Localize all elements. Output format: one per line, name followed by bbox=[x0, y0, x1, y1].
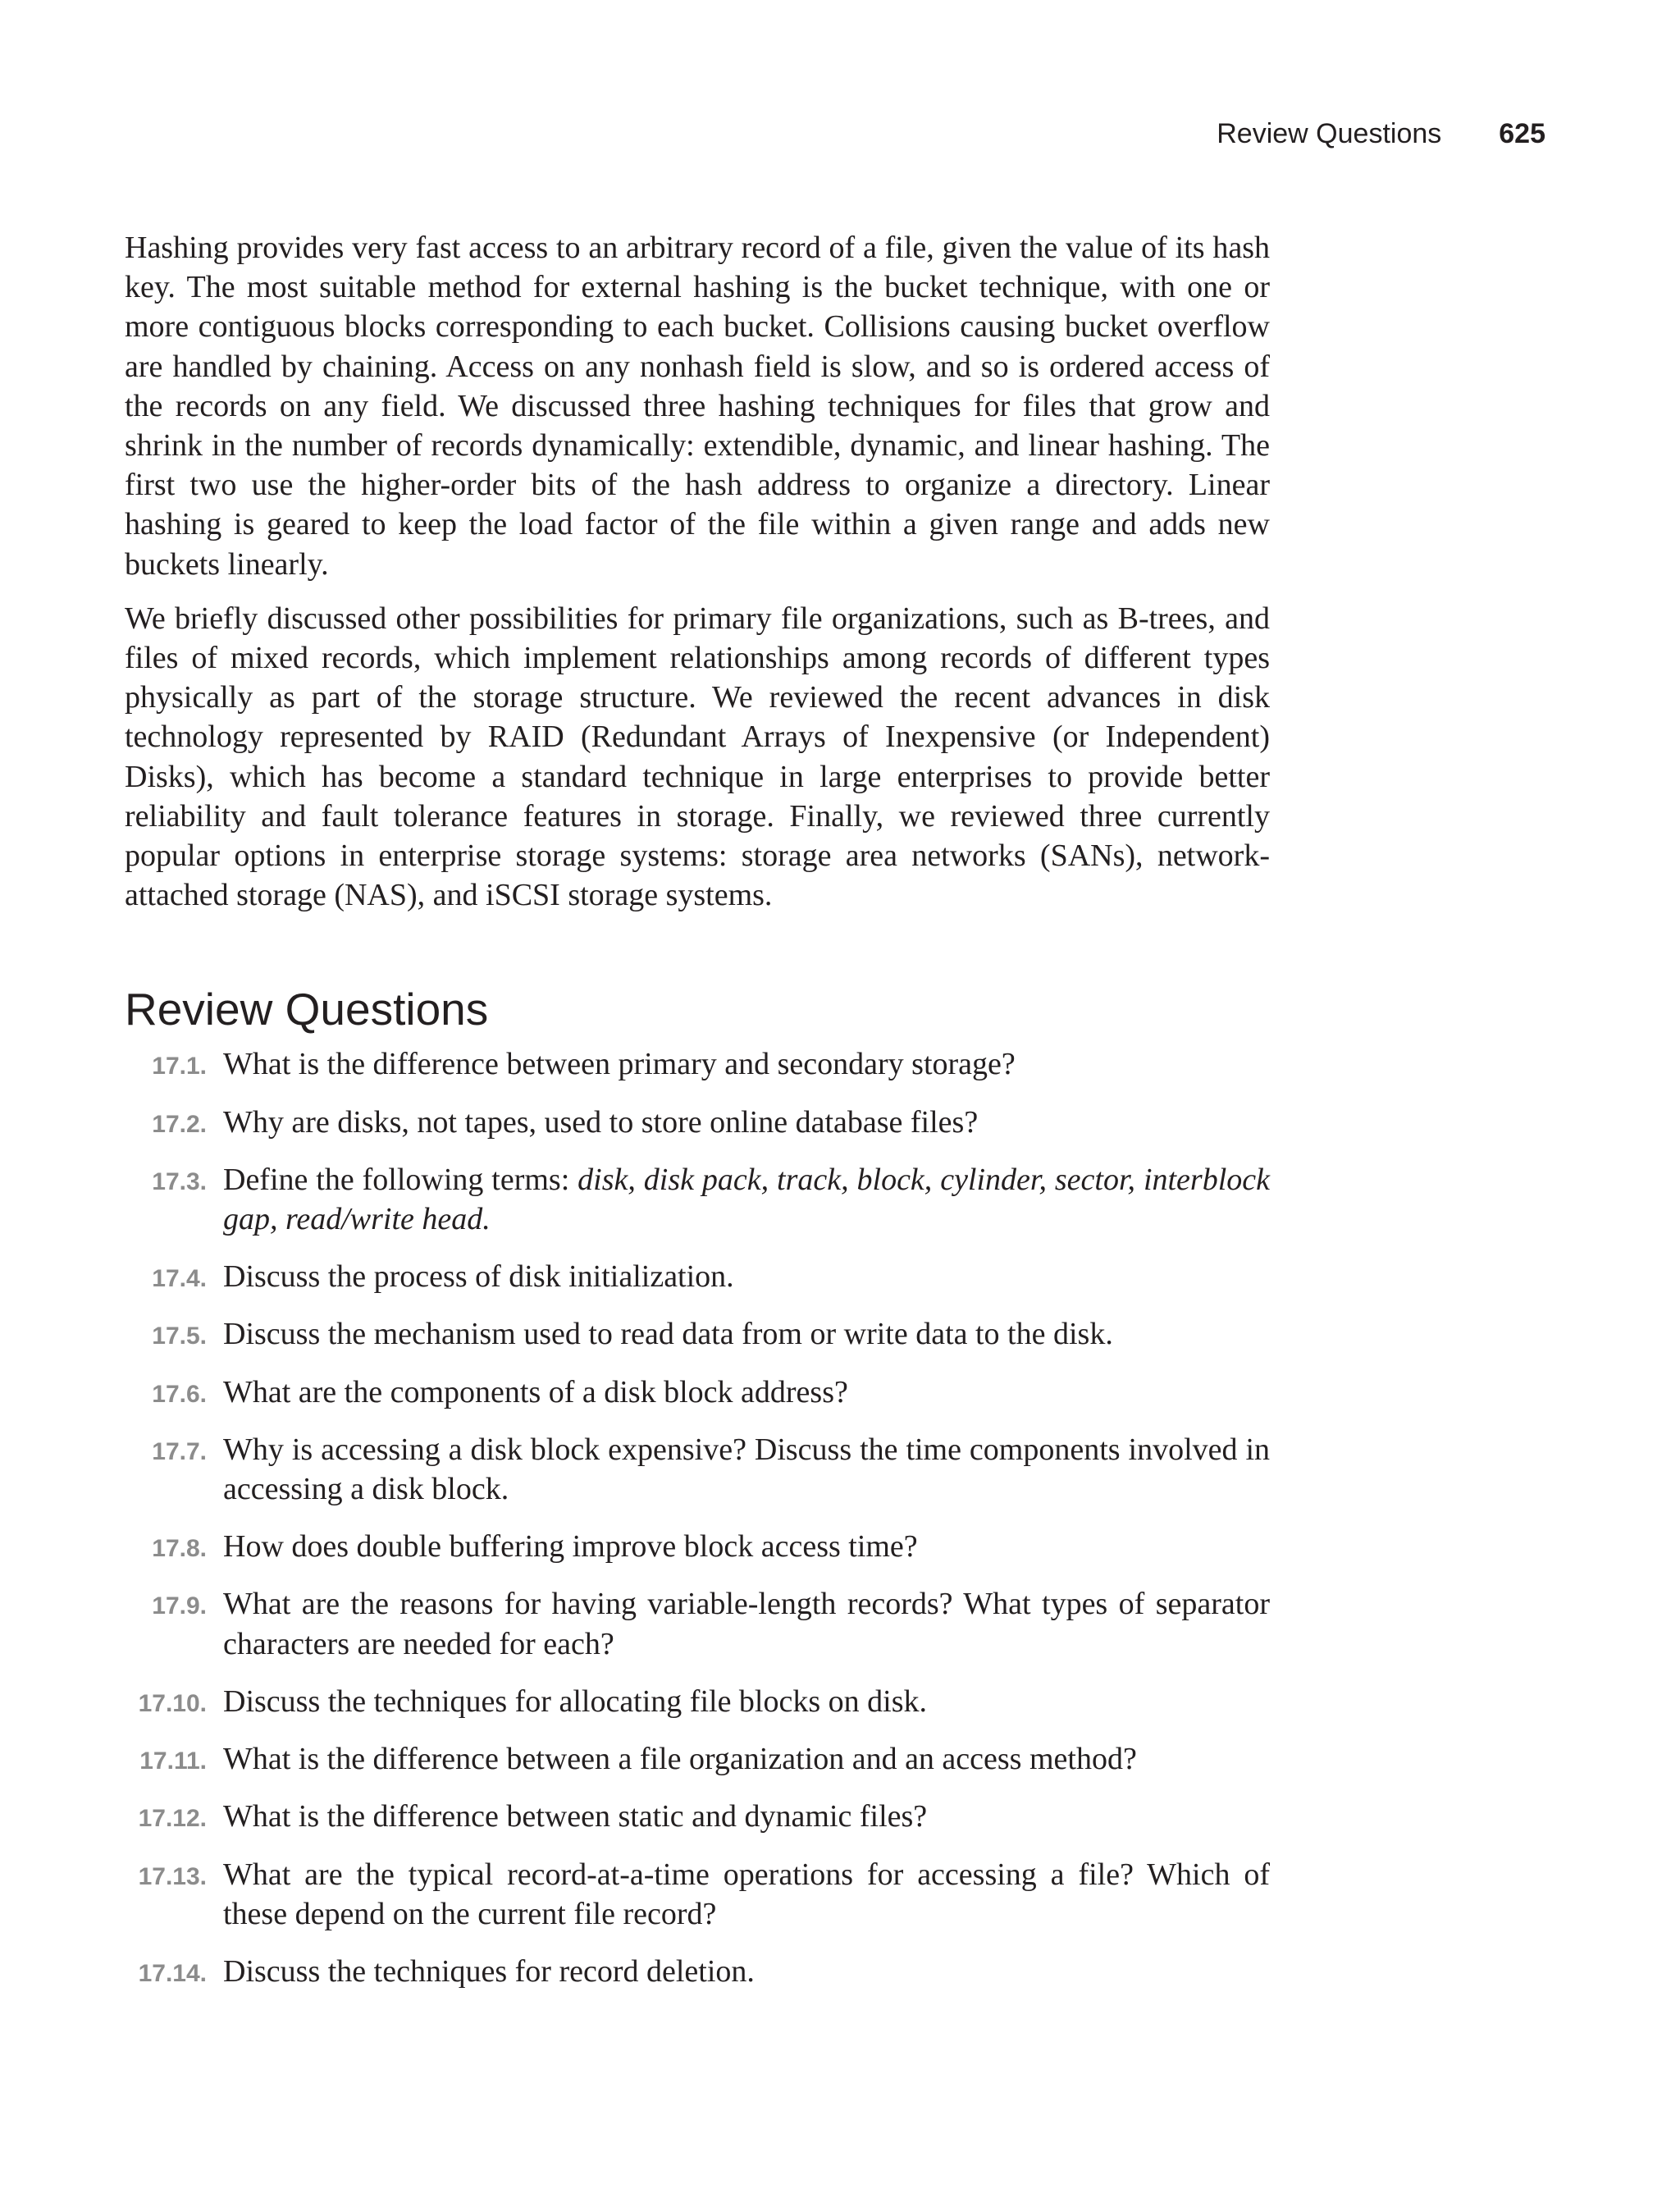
question-number: 17.11. bbox=[139, 1747, 207, 1775]
question-item bbox=[125, 1584, 1270, 1663]
question-text bbox=[223, 1160, 1270, 1239]
question-item bbox=[125, 1044, 1270, 1084]
question-item bbox=[125, 1160, 1270, 1239]
question-item bbox=[125, 1314, 1270, 1354]
question-number: 17.9. bbox=[152, 1592, 207, 1620]
question-number: 17.5. bbox=[152, 1323, 207, 1350]
section-heading: Review Questions bbox=[125, 984, 489, 1035]
page-content bbox=[125, 228, 1270, 2009]
question-text: Why is accessing a disk block expensive? Discuss the time components involved in accessing a disk block. bbox=[223, 1432, 1270, 1507]
question-number: 17.2. bbox=[152, 1110, 207, 1138]
question-text: What are the reasons for having variable-length records? What types of separator characters are needed for each? bbox=[223, 1587, 1270, 1661]
question-text: Discuss the process of disk initialization. bbox=[223, 1259, 734, 1295]
question-item bbox=[125, 1527, 1270, 1566]
question-item bbox=[125, 1257, 1270, 1296]
question-text: Discuss the techniques for record deletion. bbox=[223, 1953, 755, 1989]
question-number: 17.4. bbox=[152, 1265, 207, 1293]
summary-paragraph-hashing: Hashing provides very fast access to an arbitrary record of a file, given the value of its hash key. The most suitable method for external hashing is the bucket technique, with one or more contiguous blocks corresponding to each bucket. Collisions causing bucket overflow are handled by chaining. Access on any nonhash field is slow, and so is ordered access of the records on any field. We discussed three hashing techniques for files that grow and shrink in the number of records dynamically: extendible, dynamic, and linear hashing. The first two use the higher-order bits of the hash address to organize a directory. Linear hashing is geared to keep the load factor of the file within a given range and adds new buckets linearly. bbox=[125, 231, 1270, 582]
question-text: What are the typical record-at-a-time operations for accessing a file? Which of these depend on the current file record? bbox=[223, 1857, 1270, 1931]
question-number: 17.14. bbox=[138, 1959, 207, 1987]
question-number: 17.13. bbox=[138, 1862, 207, 1890]
question-number: 17.7. bbox=[152, 1437, 207, 1465]
question-text: How does double buffering improve block access time? bbox=[223, 1529, 918, 1565]
question-item bbox=[125, 1952, 1270, 1991]
page-number: 625 bbox=[1499, 118, 1545, 149]
question-number: 17.1. bbox=[152, 1053, 207, 1080]
question-item bbox=[125, 1430, 1270, 1509]
question-text: What is the difference between static and dynamic files? bbox=[223, 1799, 928, 1834]
question-item bbox=[125, 1103, 1270, 1142]
summary-paragraph-other-organizations: We briefly discussed other possibilities for primary file organizations, such as B-trees, and files of mixed records, which implement relationships among records of different types physically as part of the storage structure. We reviewed the recent advances in disk technology represented by RAID (Redundant Arrays of Inexpensive (or Independent) Disks), which has become a standard technique in large enterprises to provide better reliability and fault tolerance features in storage. Finally, we reviewed three currently popular options in enterprise storage systems: storage area networks (SANs), network-attached storage (NAS), and iSCSI storage systems. bbox=[125, 601, 1270, 913]
question-text: Discuss the mechanism used to read data from or write data to the disk. bbox=[223, 1317, 1113, 1352]
question-number: 17.10. bbox=[138, 1689, 207, 1717]
review-questions-list bbox=[125, 1044, 1270, 1991]
question-item bbox=[125, 1739, 1270, 1779]
question-text: What is the difference between primary and secondary storage? bbox=[223, 1047, 1016, 1082]
question-item bbox=[125, 1797, 1270, 1836]
question-text: Why are disks, not tapes, used to store online database files? bbox=[223, 1104, 979, 1140]
question-item bbox=[125, 1855, 1270, 1934]
question-text: Discuss the techniques for allocating file blocks on disk. bbox=[223, 1683, 927, 1719]
question-number: 17.12. bbox=[138, 1805, 207, 1833]
question-number: 17.8. bbox=[152, 1535, 207, 1563]
question-item bbox=[125, 1373, 1270, 1412]
question-text: What are the components of a disk block address? bbox=[223, 1374, 848, 1409]
question-number: 17.3. bbox=[152, 1167, 207, 1195]
question-item bbox=[125, 1682, 1270, 1721]
running-head bbox=[1217, 118, 1545, 150]
question-text: What is the difference between a file organization and an access method? bbox=[223, 1742, 1137, 1777]
question-text-lead: Define the following terms: bbox=[223, 1162, 578, 1197]
question-number: 17.6. bbox=[152, 1380, 207, 1408]
running-head-title: Review Questions bbox=[1217, 118, 1442, 149]
question-terms: disk, disk pack, track, block, cylinder, sector, interblock gap, read/write head. bbox=[223, 1162, 1271, 1237]
